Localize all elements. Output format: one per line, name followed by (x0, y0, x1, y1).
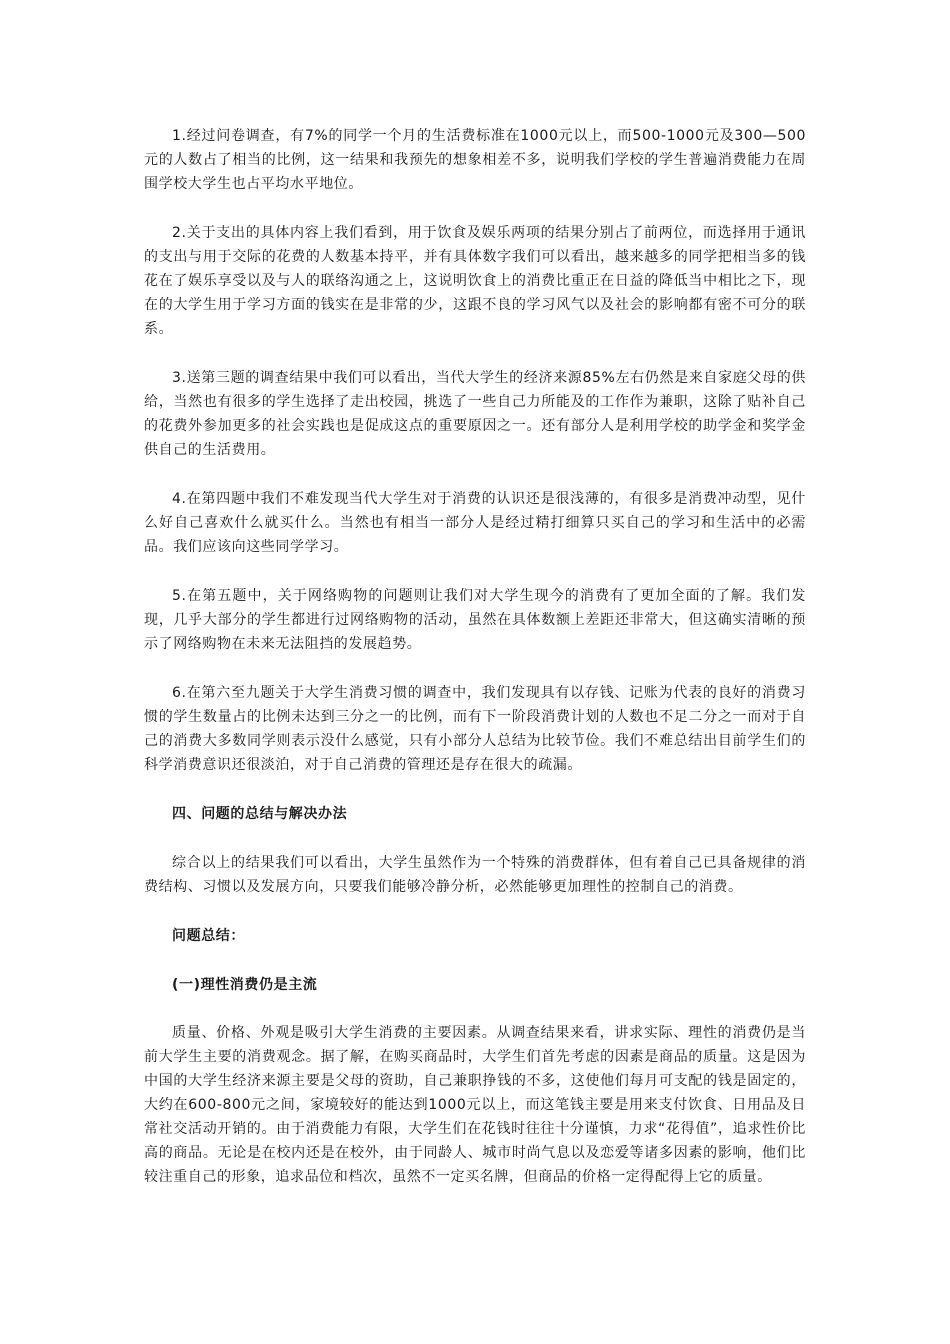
paragraph-2: 2.关于支出的具体内容上我们看到，用于饮食及娱乐两项的结果分别占了前两位，而选择用于通讯的支出与用于交际的花费的人数基本持平，并有具体数字我们可以看出，越来越多的同学把相当多的钱花在了娱乐享受以及与人的联络沟通之上，这说明饮食上的消费比重正在日益的降低当中相比之下，现在的大学生用于学习方面的钱实在是非常的少，这跟不良的学习风气以及社会的影响都有密不可分的联系。 (144, 225, 806, 337)
paragraph-6: 6.在第六至九题关于大学生消费习惯的调查中，我们发现具有以存钱、记账为代表的良好的消费习惯的学生数量占的比例未达到三分之一的比例，而有下一阶段消费计划的人数也不足二分之一而对于自己的消费大多数同学则表示没什么感觉，只有小部分人总结为比较节俭。我们不难总结出目前学生们的科学消费意识还很淡泊，对于自己消费的管理还是存在很大的疏漏。 (144, 685, 806, 773)
paragraph-4: 4.在第四题中我们不难发现当代大学生对于消费的认识还是很浅薄的，有很多是消费冲动型，见什么好自己喜欢什么就买什么。当然也有相当一部分人是经过精打细算只买自己的学习和生活中的必需品。我们应该向这些同学学习。 (144, 491, 806, 555)
paragraph-3: 3.送第三题的调查结果中我们可以看出，当代大学生的经济来源85%左右仍然是来自家庭父母的供给，当然也有很多的学生选择了走出校园，挑选了一些自己力所能及的工作作为兼职，这除了贴补自己的花费外参加更多的社会实践也是促成这点的重要原因之一。还有部分人是利用学校的助学金和奖学金供自己的生活费用。 (144, 370, 806, 458)
point-heading: (一)理性消费仍是主流 (172, 977, 318, 993)
paragraph-5: 5.在第五题中，关于网络购物的问题则让我们对大学生现今的消费有了更加全面的了解。我们发现，几乎大部分的学生都进行过网络购物的活动，虽然在具体数额上差距还非常大，但这确实清晰的预示了网络购物在未来无法阻挡的发展趋势。 (144, 588, 806, 652)
subheading: 问题总结： (172, 928, 245, 944)
paragraph-1: 1.经过问卷调查，有7%的同学一个月的生活费标准在1000元以上，而500-1000元及300—500元的人数占了相当的比例，这一结果和我预先的想象相差不多，说明我们学校的学生普遍消费能力在周围学校大学生也占平均水平地位。 (144, 128, 806, 192)
section-heading: 四、问题的总结与解决办法 (172, 806, 348, 822)
summary-paragraph: 综合以上的结果我们可以看出，大学生虽然作为一个特殊的消费群体，但有着自己已具备规律的消费结构、习惯以及发展方向，只要我们能够冷静分析，必然能够更加理性的控制自己的消费。 (144, 855, 806, 895)
document-body (144, 124, 806, 1189)
final-paragraph: 质量、价格、外观是吸引大学生消费的主要因素。从调查结果来看，讲求实际、理性的消费仍是当前大学生主要的消费观念。据了解，在购买商品时，大学生们首先考虑的因素是商品的质量。这是因为中国的大学生经济来源主要是父母的资助，自己兼职挣钱的不多，这使他们每月可支配的钱是固定的，大约在600-800元之间，家境较好的能达到1000元以上，而这笔钱主要是用来支付饮食、日用品及日常社交活动开销的。由于消费能力有限，大学生们在花钱时往往十分谨慎，力求“花得值”，追求性价比高的商品。无论是在校内还是在校外，由于同龄人、城市时尚气息以及恋爱等诸多因素的影响，他们比较注重自己的形象，追求品位和档次，虽然不一定买名牌，但商品的价格一定得配得上它的质量。 (144, 1025, 806, 1185)
